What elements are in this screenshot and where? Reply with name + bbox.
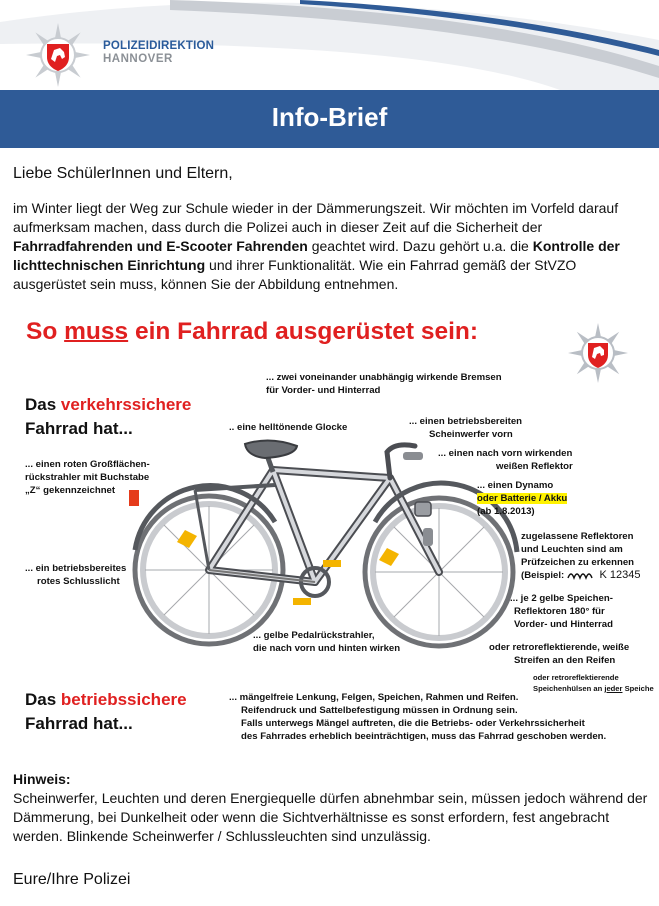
police-star-logo-icon (22, 22, 94, 88)
intro-paragraph (13, 199, 649, 294)
label-pedal-reflectors: ... gelbe Pedalrückstrahler, die nach vorn und hinten wirken (253, 630, 401, 654)
label-spoke-reflectors: ... je 2 gelbe Speichen- Reflektoren 180° für Vorder- und Hinterrad (510, 593, 613, 630)
label-white-reflector: ... einen nach vorn wirkenden weißen Reflektor (438, 448, 573, 472)
test-mark-wave-icon (567, 570, 597, 580)
label-dynamo: ... einen Dynamo oder Batterie / Akku (ab 1.8.2013) (477, 480, 568, 517)
label-red-reflector: ... einen roten Großflächen- rückstrahler mit Buchstabe „Z“ gekennzeichnet (25, 459, 150, 496)
poster-title-emphasis: muss (64, 318, 129, 345)
org-city: HANNOVER (103, 53, 173, 65)
operation-safe-heading: Das betriebssichere Fahrrad hat... (25, 690, 187, 733)
label-spoke-sleeves: oder retroreflektierende Speichenhülsen an jeder Speiche (533, 673, 654, 693)
traffic-safe-heading: Das verkehrssichere Fahrrad hat... (25, 395, 192, 438)
label-approved-marks: zugelassene Reflektoren und Leuchten sind am Prüfzeichen zu erkennen (Beispiel: K 12345 (521, 531, 641, 581)
intro-text-1: im Winter liegt der Weg zur Schule wieder in der Dämmerungszeit. Wir möchten im Vorfeld darauf aufmerksam machen, dass durch die Polizei auch in dieser Zeit auf die Sicherheit der (13, 200, 619, 235)
intro-text-2: geachtet wird. Dazu gehört u.a. die (307, 238, 533, 254)
label-brakes: ... zwei voneinander unabhängig wirkende Bremsen für Vorder- und Hinterrad (266, 372, 502, 396)
label-tyre-stripes: oder retroreflektierende, weiße Streifen an den Reifen (489, 642, 630, 666)
label-bell: .. eine helltönende Glocke (229, 422, 348, 433)
intro-text-3: und ihrer Funktionalität. Wie ein Fahrrad gemäß der StVZO ausgerüstet sein muss, können Sie der Abbildung entnehmen. (13, 257, 577, 292)
page-title: Info-Brief (271, 102, 388, 132)
intro-bold-1: Fahrradfahrenden und E-Scooter Fahrenden (13, 238, 308, 254)
label-defects: ... mängelfreie Lenkung, Felgen, Speichen, Rahmen und Reifen. Reifendruck und Sattelbefestigung müssen in Ordnung sein. Falls unterwegs Mängel auftreten, die die Betriebs- oder Verkehrssicherheit des Fahrrades erheblich beeinträchtigen, muss das Fahrrad geschoben werden. (229, 692, 607, 742)
police-star-badge-icon (567, 322, 629, 384)
hint-heading: Hinweis: (13, 771, 71, 787)
signature: Eure/Ihre Polizei (13, 871, 131, 888)
poster-title: So muss ein Fahrrad ausgerüstet sein: (26, 318, 479, 345)
org-name: POLIZEIDIREKTION (103, 40, 215, 52)
label-headlight: ... einen betriebsbereiten Scheinwerfer vorn (409, 416, 523, 440)
label-taillight: ... ein betriebsbereites rotes Schlusslicht (25, 563, 127, 587)
header-swoosh-icon (0, 0, 659, 90)
salutation: Liebe SchülerInnen und Eltern, (13, 165, 233, 182)
title-banner (0, 90, 659, 148)
intro-bold-2: Kontrolle der lichttechnischen Einrichtung (13, 238, 620, 273)
hint-paragraph: Scheinwerfer, Leuchten und deren Energiequelle dürfen abnehmbar sein, müssen jedoch während der Dämmerung, bei Dunkelheit oder wenn die Sichtverhältnisse es sonst erfordern, fest angebracht werden. Blinkende Scheinwerfer / Schlussleuchten sind unzulässig. (13, 790, 648, 844)
letterhead (0, 0, 659, 90)
